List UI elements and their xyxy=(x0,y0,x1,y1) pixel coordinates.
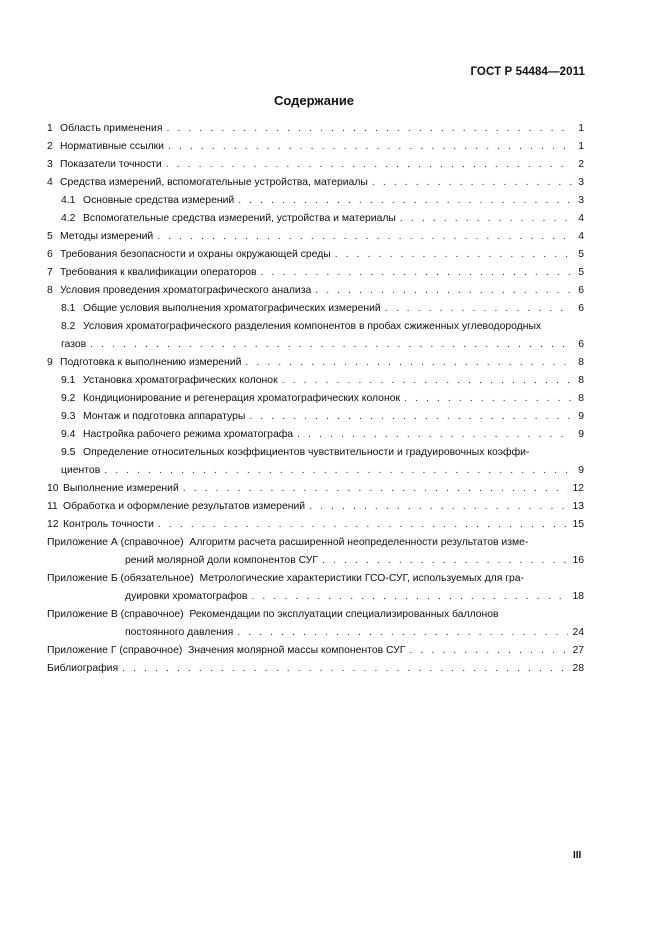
toc-page: 28 xyxy=(572,663,584,674)
toc-text: Кондиционирование и регенерация хроматографических колонок xyxy=(83,393,401,404)
leader-dots xyxy=(237,624,568,642)
toc-page: 12 xyxy=(572,483,584,494)
leader-dots xyxy=(282,372,572,390)
leader-dots xyxy=(183,480,569,498)
toc-text: Подготовка к выполнению измерений xyxy=(60,357,242,368)
document-code: ГОСТ Р 54484—2011 xyxy=(470,66,585,78)
toc-text-line1: Метрологические характеристики ГСО-СУГ, используемых для гра- xyxy=(199,573,525,584)
toc-number: 4.2 xyxy=(61,213,76,224)
toc-entry[interactable] xyxy=(47,138,584,156)
leader-dots xyxy=(409,642,568,660)
leader-dots xyxy=(251,588,568,606)
toc-number: 9 xyxy=(47,357,53,368)
toc-number: 9.5 xyxy=(61,447,76,458)
toc-text: Выполнение измерений xyxy=(63,483,179,494)
toc-page: 9 xyxy=(578,465,584,476)
toc-text: Значения молярной массы компонентов СУГ xyxy=(188,645,406,656)
leader-dots xyxy=(104,462,572,480)
appendix-prefix: Приложение Г (справочное) xyxy=(47,645,183,656)
toc-text: Библиография xyxy=(47,663,119,674)
toc-text: Нормативные ссылки xyxy=(60,141,164,152)
toc-entry[interactable] xyxy=(47,282,584,300)
toc-subentry[interactable] xyxy=(47,444,584,480)
toc-text: Контроль точности xyxy=(63,519,154,530)
toc-text: Настройка рабочего режима хроматографа xyxy=(83,429,294,440)
leader-dots xyxy=(90,336,572,354)
toc-number: 4.1 xyxy=(61,195,76,206)
toc-page: 3 xyxy=(578,177,584,188)
toc-page: 8 xyxy=(578,375,584,386)
leader-dots xyxy=(238,192,572,210)
toc-page: 9 xyxy=(578,411,584,422)
toc-page: 8 xyxy=(578,357,584,368)
toc-page: 6 xyxy=(578,285,584,296)
toc-entry[interactable] xyxy=(47,480,584,498)
appendix-prefix: Приложение А (справочное) xyxy=(47,537,184,548)
toc-text-line1: Алгоритм расчета расширенной неопределенности результатов изме- xyxy=(189,537,529,548)
toc-page: 4 xyxy=(578,213,584,224)
toc-page: 4 xyxy=(578,231,584,242)
toc-page: 1 xyxy=(578,123,584,134)
toc-number: 8 xyxy=(47,285,53,296)
toc-text: Условия проведения хроматографического анализа xyxy=(60,285,312,296)
toc-number: 2 xyxy=(47,141,53,152)
leader-dots xyxy=(261,264,572,282)
toc-page: 24 xyxy=(572,627,584,638)
toc-entry[interactable] xyxy=(47,228,584,246)
toc-subentry[interactable] xyxy=(47,372,584,390)
toc-text-line2: газов xyxy=(61,339,87,350)
leader-dots xyxy=(166,156,572,174)
toc-text-line2: рений молярной доли компонентов СУГ xyxy=(125,555,318,566)
toc-text-line1: Условия хроматографического разделения компонентов в пробах сжиженных углеводородных xyxy=(83,321,542,332)
toc-entry[interactable] xyxy=(47,156,584,174)
leader-dots xyxy=(122,660,568,678)
toc-text-line1: Определение относительных коэффициентов чувствительности и градуировочных коэффи- xyxy=(83,447,530,458)
toc-number: 8.2 xyxy=(61,321,76,332)
toc-appendix-v[interactable] xyxy=(47,606,584,642)
toc-text: Требования безопасности и охраны окружающей среды xyxy=(60,249,331,260)
toc-number: 6 xyxy=(47,249,53,260)
toc-number: 7 xyxy=(47,267,53,278)
leader-dots xyxy=(400,210,572,228)
toc-subentry[interactable] xyxy=(47,408,584,426)
table-of-contents xyxy=(47,120,584,678)
appendix-prefix: Приложение Б (обязательное) xyxy=(47,573,194,584)
page-number: III xyxy=(573,850,582,861)
toc-text: Средства измерений, вспомогательные устройства, материалы xyxy=(60,177,368,188)
toc-page: 5 xyxy=(578,249,584,260)
toc-page: 8 xyxy=(578,393,584,404)
toc-number: 4 xyxy=(47,177,53,188)
toc-number: 3 xyxy=(47,159,53,170)
leader-dots xyxy=(385,300,572,318)
toc-entry[interactable] xyxy=(47,264,584,282)
toc-text: Установка хроматографических колонок xyxy=(83,375,278,386)
leader-dots xyxy=(158,516,569,534)
toc-number: 11 xyxy=(47,501,58,512)
toc-page: 3 xyxy=(578,195,584,206)
toc-text: Требования к квалификации операторов xyxy=(60,267,257,278)
toc-text-line2: циентов xyxy=(61,465,101,476)
toc-number: 9.4 xyxy=(61,429,76,440)
appendix-prefix: Приложение В (справочное) xyxy=(47,609,184,620)
leader-dots xyxy=(404,390,572,408)
toc-text: Вспомогательные средства измерений, устройства и материалы xyxy=(83,213,396,224)
leader-dots xyxy=(372,174,572,192)
leader-dots xyxy=(309,498,568,516)
toc-subentry[interactable] xyxy=(47,210,584,228)
toc-number: 8.1 xyxy=(61,303,76,314)
toc-page: 5 xyxy=(578,267,584,278)
toc-page: 9 xyxy=(578,429,584,440)
toc-subentry[interactable] xyxy=(47,390,584,408)
leader-dots xyxy=(168,138,572,156)
toc-entry[interactable] xyxy=(47,516,584,534)
toc-text-line2: дуировки хроматографов xyxy=(125,591,248,602)
toc-number: 9.1 xyxy=(61,375,76,386)
toc-bibliography[interactable] xyxy=(47,660,584,678)
toc-page: 18 xyxy=(572,591,584,602)
toc-entry[interactable] xyxy=(47,174,584,192)
toc-entry[interactable] xyxy=(47,246,584,264)
toc-appendix-a[interactable] xyxy=(47,534,584,570)
leader-dots xyxy=(322,552,568,570)
toc-page: 16 xyxy=(572,555,584,566)
toc-entry[interactable] xyxy=(47,498,584,516)
toc-number: 5 xyxy=(47,231,53,242)
toc-page: 2 xyxy=(578,159,584,170)
leader-dots xyxy=(297,426,572,444)
toc-page: 15 xyxy=(572,519,584,530)
toc-text: Методы измерений xyxy=(60,231,154,242)
toc-subentry[interactable] xyxy=(47,426,584,444)
leader-dots xyxy=(157,228,572,246)
toc-text-line1: Рекомендации по эксплуатации специализированных баллонов xyxy=(189,609,499,620)
toc-page: 6 xyxy=(578,339,584,350)
toc-text: Общие условия выполнения хроматографических измерений xyxy=(83,303,381,314)
toc-number: 1 xyxy=(47,123,53,134)
toc-number: 10 xyxy=(47,483,59,494)
toc-text: Основные средства измерений xyxy=(83,195,235,206)
toc-subentry[interactable] xyxy=(47,318,584,354)
toc-number: 12 xyxy=(47,519,59,530)
toc-text-line2: постоянного давления xyxy=(125,627,234,638)
toc-text: Область применения xyxy=(60,123,163,134)
leader-dots xyxy=(245,354,572,372)
leader-dots xyxy=(166,120,572,138)
toc-page: 6 xyxy=(578,303,584,314)
toc-page: 1 xyxy=(578,141,584,152)
toc-appendix-b[interactable] xyxy=(47,570,584,606)
toc-number: 9.3 xyxy=(61,411,76,422)
toc-text: Обработка и оформление результатов измерений xyxy=(63,501,306,512)
leader-dots xyxy=(249,408,572,426)
toc-number: 9.2 xyxy=(61,393,76,404)
toc-page: 13 xyxy=(572,501,584,512)
toc-text: Монтаж и подготовка аппаратуры xyxy=(83,411,246,422)
toc-entry[interactable] xyxy=(47,120,584,138)
toc-text: Показатели точности xyxy=(60,159,162,170)
toc-subentry[interactable] xyxy=(47,192,584,210)
toc-entry[interactable] xyxy=(47,354,584,372)
toc-page: 27 xyxy=(572,645,584,656)
toc-subentry[interactable] xyxy=(47,300,584,318)
toc-appendix-g[interactable] xyxy=(47,642,584,660)
leader-dots xyxy=(335,246,572,264)
page-title: Содержание xyxy=(273,93,355,108)
leader-dots xyxy=(315,282,572,300)
